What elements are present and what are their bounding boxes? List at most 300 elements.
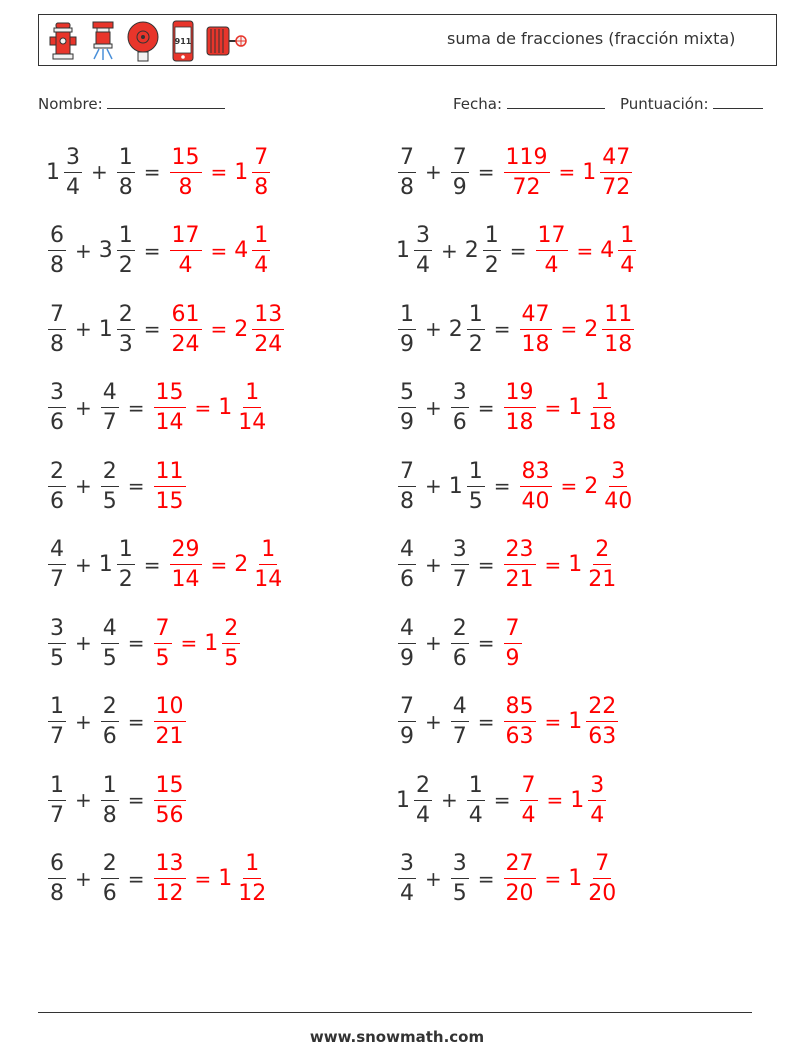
fraction (252, 536, 284, 593)
fraction (536, 222, 568, 279)
addend-1 (46, 772, 68, 829)
denominator: 7 (452, 567, 467, 592)
fraction (170, 144, 202, 201)
denominator: 12 (238, 881, 267, 906)
answer (168, 222, 273, 279)
plus-sign: + (425, 474, 442, 498)
fraction (504, 144, 550, 201)
fraction (504, 693, 536, 750)
whole-number: 1 (46, 159, 60, 185)
equals-sign: = (194, 395, 212, 420)
whole-number: 2 (584, 316, 599, 342)
numerator: 3 (48, 615, 66, 644)
mixed-result (234, 222, 272, 279)
footer-url: www.snowmath.com (309, 1028, 485, 1046)
answer (168, 144, 273, 201)
plus-sign: + (441, 238, 458, 263)
mixed-result (582, 144, 634, 201)
problem-item (46, 534, 286, 596)
problem-item (396, 691, 620, 753)
equals-sign: = (558, 160, 576, 184)
denominator: 7 (50, 802, 64, 828)
denominator: 8 (118, 174, 133, 200)
whole-number: 1 (218, 395, 233, 420)
denominator: 14 (155, 410, 184, 435)
fraction (586, 850, 618, 907)
addend-2 (99, 615, 121, 672)
equals-sign: = (127, 631, 145, 655)
numerator: 47 (600, 144, 632, 173)
fraction (48, 772, 66, 829)
fraction (398, 458, 416, 515)
date-blank[interactable] (507, 93, 605, 109)
problem-item (46, 377, 270, 439)
whole-number: 1 (568, 552, 583, 577)
denominator: 5 (155, 645, 170, 671)
numerator: 1 (467, 772, 485, 801)
fraction (618, 222, 636, 279)
fraction (398, 615, 416, 672)
equals-sign: = (546, 788, 564, 812)
numerator: 23 (504, 536, 536, 565)
answer (502, 536, 621, 593)
numerator: 2 (451, 615, 469, 644)
score-field (620, 93, 763, 113)
improper-result (502, 693, 538, 750)
fraction (236, 379, 268, 436)
denominator: 18 (521, 331, 550, 357)
numerator: 1 (398, 301, 416, 330)
whole-number: 2 (234, 552, 249, 577)
denominator: 24 (254, 331, 283, 357)
denominator: 8 (50, 881, 64, 906)
addend-2 (449, 301, 487, 358)
answer (518, 301, 637, 358)
numerator: 61 (170, 301, 202, 330)
addend-2 (465, 772, 487, 829)
numerator: 10 (154, 693, 186, 722)
answer (152, 458, 188, 515)
denominator: 4 (620, 253, 635, 278)
numerator: 19 (504, 379, 536, 408)
denominator: 9 (400, 331, 414, 357)
addend-2 (449, 458, 487, 515)
fraction (520, 301, 552, 358)
answer (534, 222, 639, 279)
fraction (252, 301, 284, 358)
equals-sign: = (210, 317, 228, 341)
denominator: 5 (452, 881, 467, 906)
problem-item (46, 141, 272, 203)
addend-1 (46, 615, 68, 672)
fraction (451, 536, 469, 593)
fraction (451, 693, 469, 750)
improper-result (518, 458, 554, 515)
denominator: 21 (505, 567, 534, 592)
fraction (101, 772, 119, 829)
plus-sign: + (425, 866, 442, 891)
fraction (236, 850, 268, 907)
addend-1 (396, 222, 434, 279)
equals-sign: = (127, 866, 145, 891)
score-label: Puntuación: (620, 95, 709, 113)
addend-2 (99, 850, 121, 907)
addend-1 (46, 144, 84, 201)
name-label: Nombre: (38, 95, 103, 113)
whole-number: 1 (568, 395, 583, 420)
plus-sign: + (75, 474, 92, 498)
denominator: 8 (178, 174, 193, 200)
fraction (64, 144, 82, 201)
equals-sign: = (493, 317, 511, 341)
fraction (467, 458, 485, 515)
denominator: 9 (400, 645, 414, 671)
denominator: 5 (50, 645, 64, 671)
improper-result (152, 458, 188, 515)
equals-sign: = (127, 788, 145, 812)
numerator: 1 (48, 772, 66, 801)
numerator: 7 (398, 458, 416, 487)
equals-sign: = (493, 788, 511, 812)
whole-number: 1 (448, 473, 463, 499)
fraction (48, 850, 66, 907)
answer (502, 693, 621, 750)
denominator: 4 (521, 802, 536, 828)
mixed-result (568, 536, 620, 593)
answer (502, 379, 621, 436)
denominator: 6 (400, 567, 414, 592)
denominator: 8 (400, 488, 414, 514)
problem-item (46, 220, 272, 282)
answer (502, 144, 635, 201)
denominator: 5 (102, 488, 117, 514)
mixed-result (568, 379, 620, 436)
numerator: 17 (536, 222, 568, 251)
denominator: 2 (118, 253, 133, 278)
numerator: 2 (48, 458, 66, 487)
equals-sign: = (180, 631, 198, 655)
equals-sign: = (210, 160, 228, 184)
fire-hose-reel-icon (205, 19, 249, 63)
denominator: 6 (50, 488, 64, 514)
plus-sign: + (75, 317, 92, 341)
improper-result (502, 850, 538, 907)
numerator: 2 (101, 693, 119, 722)
fire-hydrant-icon (45, 19, 81, 63)
plus-sign: + (75, 631, 92, 655)
equals-sign: = (127, 474, 145, 498)
fraction (48, 615, 66, 672)
fraction (451, 850, 469, 907)
addend-1 (396, 458, 418, 515)
fraction (252, 144, 270, 201)
addend-1 (396, 144, 418, 201)
whole-number: 1 (98, 552, 113, 577)
equals-sign: = (544, 395, 562, 420)
numerator: 4 (398, 536, 416, 565)
fraction (398, 850, 416, 907)
addend-2 (449, 379, 471, 436)
fraction (154, 772, 186, 829)
improper-result (518, 301, 554, 358)
header-box (38, 14, 777, 66)
fraction (398, 693, 416, 750)
fraction (170, 222, 202, 279)
fraction (586, 379, 618, 436)
answer (152, 379, 271, 436)
numerator: 3 (451, 536, 469, 565)
denominator: 7 (50, 567, 64, 592)
plus-sign: + (441, 788, 458, 812)
problem-item (396, 220, 638, 282)
numerator: 7 (398, 693, 416, 722)
mixed-result (234, 301, 286, 358)
plus-sign: + (75, 866, 92, 891)
equals-sign: = (143, 317, 161, 341)
whole-number: 4 (600, 238, 615, 263)
mixed-result (218, 379, 270, 436)
problem-item (396, 377, 620, 439)
denominator: 4 (544, 253, 559, 278)
denominator: 18 (505, 410, 534, 435)
fraction (101, 379, 119, 436)
equals-sign: = (477, 552, 495, 577)
equals-sign: = (509, 238, 527, 263)
improper-result (168, 144, 204, 201)
denominator: 7 (50, 724, 64, 749)
numerator: 7 (252, 144, 270, 173)
numerator: 22 (586, 693, 618, 722)
numerator: 1 (467, 301, 485, 330)
numerator: 3 (451, 850, 469, 879)
plus-sign: + (425, 317, 442, 341)
denominator: 40 (604, 488, 633, 514)
denominator: 4 (416, 253, 430, 278)
mixed-result (234, 144, 272, 201)
denominator: 8 (400, 174, 414, 200)
problem-item (396, 141, 634, 203)
answer (502, 850, 621, 907)
addend-1 (396, 693, 418, 750)
numerator: 1 (593, 379, 611, 408)
fraction (48, 458, 66, 515)
score-blank[interactable] (713, 93, 763, 109)
whole-number: 2 (464, 238, 479, 263)
addend-1 (396, 850, 418, 907)
numerator: 1 (117, 222, 135, 251)
mixed-result (570, 772, 608, 829)
denominator: 4 (400, 881, 414, 906)
fraction (586, 693, 618, 750)
equals-sign: = (477, 160, 495, 184)
whole-number: 2 (234, 316, 249, 342)
fraction (117, 536, 135, 593)
equals-sign: = (127, 395, 145, 420)
addend-2 (115, 144, 137, 201)
fraction (588, 772, 606, 829)
fraction (586, 536, 618, 593)
svg-text:911: 911 (174, 37, 192, 46)
fraction (451, 144, 469, 201)
equals-sign: = (560, 317, 578, 341)
numerator: 7 (520, 772, 538, 801)
whole-number: 1 (396, 238, 410, 263)
problem-item (396, 769, 608, 831)
mixed-result (204, 615, 242, 672)
fraction (520, 772, 538, 829)
numerator: 4 (398, 615, 416, 644)
numerator: 2 (593, 536, 611, 565)
fraction (48, 693, 66, 750)
addend-2 (99, 536, 137, 593)
whole-number: 1 (234, 159, 249, 185)
equals-sign: = (544, 866, 562, 891)
numerator: 4 (451, 693, 469, 722)
denominator: 24 (171, 331, 200, 357)
fraction (451, 379, 469, 436)
whole-number: 1 (570, 787, 585, 813)
denominator: 40 (521, 488, 550, 514)
phone-911-icon (165, 19, 201, 63)
denominator: 6 (50, 410, 64, 435)
whole-number: 1 (396, 787, 410, 813)
equals-sign: = (210, 552, 228, 577)
plus-sign: + (75, 395, 92, 420)
problem-item (46, 769, 188, 831)
improper-result (518, 772, 540, 829)
numerator: 7 (398, 144, 416, 173)
problem-item (396, 848, 620, 910)
denominator: 8 (50, 331, 64, 357)
whole-number: 3 (98, 238, 113, 263)
improper-result (168, 222, 204, 279)
answer (518, 772, 609, 829)
numerator: 1 (48, 693, 66, 722)
problem-item (46, 691, 188, 753)
addend-1 (396, 536, 418, 593)
addend-2 (449, 615, 471, 672)
answer (152, 615, 243, 672)
numerator: 1 (467, 458, 485, 487)
improper-result (152, 850, 188, 907)
fraction (504, 536, 536, 593)
equals-sign: = (560, 474, 578, 498)
numerator: 7 (154, 615, 172, 644)
fraction (398, 379, 416, 436)
mixed-result (600, 222, 638, 279)
equals-sign: = (576, 238, 594, 263)
denominator: 9 (400, 410, 414, 435)
numerator: 83 (520, 458, 552, 487)
date-field (453, 93, 605, 113)
improper-result (152, 615, 174, 672)
fraction (154, 850, 186, 907)
fraction (467, 301, 485, 358)
plus-sign: + (75, 709, 92, 734)
improper-result (502, 144, 552, 201)
fraction (117, 301, 135, 358)
fraction (504, 615, 522, 672)
equals-sign: = (143, 552, 161, 577)
denominator: 7 (452, 724, 467, 749)
plus-sign: + (425, 160, 442, 184)
equals-sign: = (194, 866, 212, 891)
numerator: 27 (504, 850, 536, 879)
problem-item (46, 298, 286, 360)
denominator: 4 (254, 253, 269, 278)
answer (518, 458, 637, 515)
addend-1 (46, 301, 68, 358)
equals-sign: = (477, 631, 495, 655)
fraction (504, 850, 536, 907)
mixed-result (234, 536, 286, 593)
whole-number: 4 (234, 238, 249, 263)
denominator: 18 (604, 331, 633, 357)
numerator: 15 (154, 772, 186, 801)
denominator: 63 (588, 724, 617, 749)
header-icons (45, 19, 249, 63)
numerator: 13 (252, 301, 284, 330)
improper-result (152, 693, 188, 750)
addend-1 (46, 536, 68, 593)
fraction (398, 144, 416, 201)
equals-sign: = (544, 552, 562, 577)
mixed-result (584, 458, 636, 515)
denominator: 12 (155, 881, 184, 906)
denominator: 56 (155, 802, 184, 828)
name-blank[interactable] (107, 93, 225, 109)
whole-number: 1 (98, 316, 113, 342)
numerator: 3 (588, 772, 606, 801)
answer (502, 615, 524, 672)
denominator: 7 (102, 410, 117, 435)
equals-sign: = (477, 709, 495, 734)
fraction (170, 536, 202, 593)
fraction (101, 458, 119, 515)
problem-item (46, 848, 270, 910)
mixed-result (584, 301, 636, 358)
improper-result (168, 301, 204, 358)
numerator: 3 (64, 144, 82, 173)
numerator: 1 (101, 772, 119, 801)
fraction (48, 222, 66, 279)
answer (168, 301, 287, 358)
fraction (154, 379, 186, 436)
numerator: 7 (451, 144, 469, 173)
whole-number: 1 (582, 159, 597, 185)
numerator: 1 (117, 144, 135, 173)
denominator: 15 (155, 488, 184, 514)
fraction (117, 144, 135, 201)
fraction (101, 615, 119, 672)
addend-1 (46, 379, 68, 436)
plus-sign: + (425, 631, 442, 655)
numerator: 1 (243, 379, 261, 408)
numerator: 3 (609, 458, 627, 487)
denominator: 63 (505, 724, 534, 749)
whole-number: 2 (584, 473, 599, 499)
addend-2 (99, 379, 121, 436)
fraction (520, 458, 552, 515)
numerator: 4 (48, 536, 66, 565)
numerator: 2 (101, 850, 119, 879)
numerator: 15 (170, 144, 202, 173)
fraction (451, 615, 469, 672)
denominator: 6 (102, 724, 117, 749)
equals-sign: = (477, 395, 495, 420)
equals-sign: = (477, 866, 495, 891)
addend-1 (46, 222, 68, 279)
